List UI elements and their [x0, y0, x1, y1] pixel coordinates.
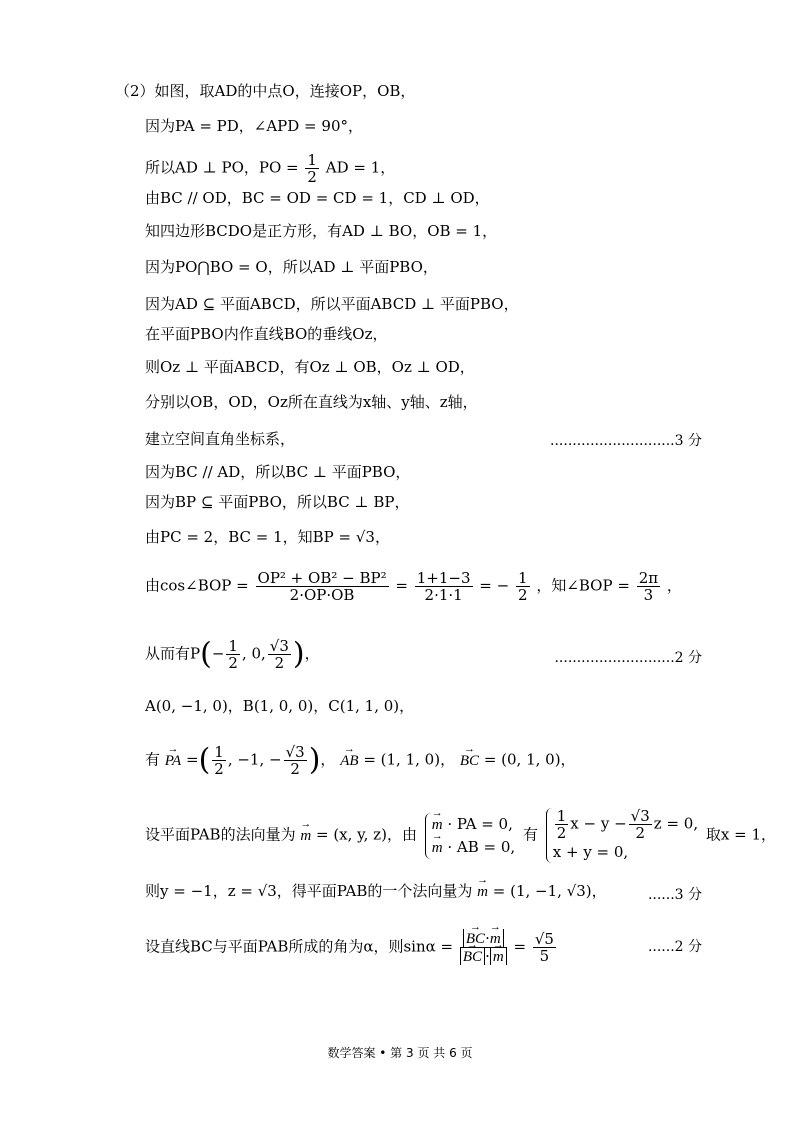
line-20 [145, 882, 607, 901]
line-15-text-c: ，知∠BOP = [536, 576, 630, 595]
fraction-cosine: $\frac{\text{OP² + OB² − BP²}}{2\cdot OP\cdot OB}$ [257, 569, 387, 604]
line-21 [145, 930, 558, 965]
score-mark-4: ......2 分 [647, 939, 702, 955]
line-7: 因为AD ⊆ 平面ABCD，所以平面ABCD ⊥ 平面PBO， [145, 295, 519, 313]
line-20-text-b: = (1, −1, √3)， [492, 882, 607, 900]
fraction-half-2: $\frac{1}{2}$ [517, 569, 528, 604]
line-14: 由PC = 2，BC = 1，知BP = √3， [145, 528, 390, 546]
line-15-text-a: 由cos∠BOP = [145, 576, 249, 595]
line-21-text-b: = [513, 937, 527, 956]
fraction-sine: → BC·→ m → BC ·→ m [460, 930, 507, 965]
fraction-sqrt5-over-5: $\frac{√5}{5}$ [534, 930, 554, 965]
equation-system-vectors: → m · PA = 0, → m · AB = 0, [425, 813, 515, 859]
line-5: 知四边形BCDO是正方形，有AD ⊥ BO，OB = 1， [145, 222, 498, 240]
vector-bc: → BC [460, 752, 479, 770]
equation-system-coords: $\frac{1}{2}$ x − y − $\frac{√3}{2}$ z = 0, x + y = 0, [546, 808, 698, 863]
line-3-text-a: 所以AD ⊥ PO，PO = [145, 158, 299, 177]
line-2: 因为PA = PD，∠APD = 90°， [145, 117, 363, 135]
line-21-text-a: 设直线BC与平面PAB所成的角为α，则sinα = [145, 937, 454, 956]
fraction-cosine-values: $\frac{1+1-3}{2\cdot 1\cdot 1}$ [416, 569, 471, 604]
line-17: A(0, −1, 0)，B(1, 0, 0)，C(1, 1, 0)， [145, 697, 415, 715]
line-9: 则Oz ⊥ 平面ABCD，有Oz ⊥ OB，Oz ⊥ OD， [145, 358, 475, 376]
score-mark-1: ............................3 分 [550, 433, 702, 449]
line-3-text-b: AD = 1， [325, 158, 396, 177]
fraction-sqrt3-half-2: $\frac{√3}{2}$ [285, 743, 305, 778]
line-6: 因为PO⋂BO = O，所以AD ⊥ 平面PBO， [145, 258, 438, 276]
fraction-angle: $\frac{2\pi}{3}$ [638, 569, 659, 604]
line-10: 分别以OB，OD，Oz所在直线为x轴、y轴、z轴， [145, 393, 478, 411]
vector-m-2: → m [477, 883, 488, 901]
line-16-text-a: 从而有P [145, 644, 201, 663]
line-19-text-b: = (x, y, z)，由 [315, 825, 417, 844]
vector-m: → m [300, 827, 311, 845]
vector-ab: → AB [340, 752, 358, 770]
fraction-sqrt3-half: $\frac{√3}{2}$ [269, 637, 289, 672]
fraction-half: $\frac{1}{2}$ [307, 151, 317, 186]
fraction-half-3: $\frac{1}{2}$ [228, 637, 238, 672]
line-13: 因为BP ⊆ 平面PBO，所以BC ⊥ BP， [145, 493, 410, 511]
score-mark-2: ...........................2 分 [554, 650, 702, 666]
fraction-half-4: $\frac{1}{2}$ [214, 743, 224, 778]
line-19-text-d: 取x = 1， [705, 825, 776, 844]
line-18: 有 → PA =( $\frac{1}{2}$ , −1, − $\frac{√3}{2}$ )， → AB = (1, 1, 0)， → BC = (0, 1, 0)， [145, 744, 576, 777]
line-4: 由BC // OD，BC = OD = CD = 1，CD ⊥ OD， [145, 189, 490, 207]
line-18-text-a: 有 [145, 750, 161, 769]
vector-pa: → PA [165, 752, 181, 770]
line-15-text-b: = − [479, 576, 510, 595]
line-18-text-b: = (1, 1, 0)， [363, 750, 456, 769]
line-8: 在平面PBO内作直线BO的垂线Oz， [145, 325, 388, 343]
page-footer: 数学答案 • 第 3 页 共 6 页 [327, 1046, 473, 1060]
score-mark-3: ......3 分 [647, 887, 702, 903]
line-19-text-c: 有 [522, 825, 538, 844]
line-3 [145, 152, 395, 185]
line-1: （2）如图，取AD的中点O，连接OP，OB， [115, 82, 416, 100]
line-19-text-a: 设平面PAB的法向量为 [145, 825, 296, 844]
line-18-text-c: = (0, 1, 0)， [483, 750, 576, 769]
line-19 [145, 808, 776, 863]
line-15: 由cos∠BOP = $\frac{\text{OP² + OB² − BP²}}{2\cdot OP\cdot OB}$ = $\frac{1+1-3}{2\cdot 1\cdot 1}$ = − $\frac{1}{2}$ ，知∠BOP = $\frac{2\pi}{3}$ ， [145, 569, 682, 604]
line-16: 从而有P(− $\frac{1}{2}$ , 0, $\frac{√3}{2}$ )， [145, 636, 320, 672]
line-20-text-a: 则y = −1，z = √3，得平面PAB的一个法向量为 [145, 882, 473, 900]
line-11: 建立空间直角坐标系， [145, 430, 296, 448]
line-12: 因为BC // AD，所以BC ⊥ 平面PBO， [145, 463, 411, 481]
